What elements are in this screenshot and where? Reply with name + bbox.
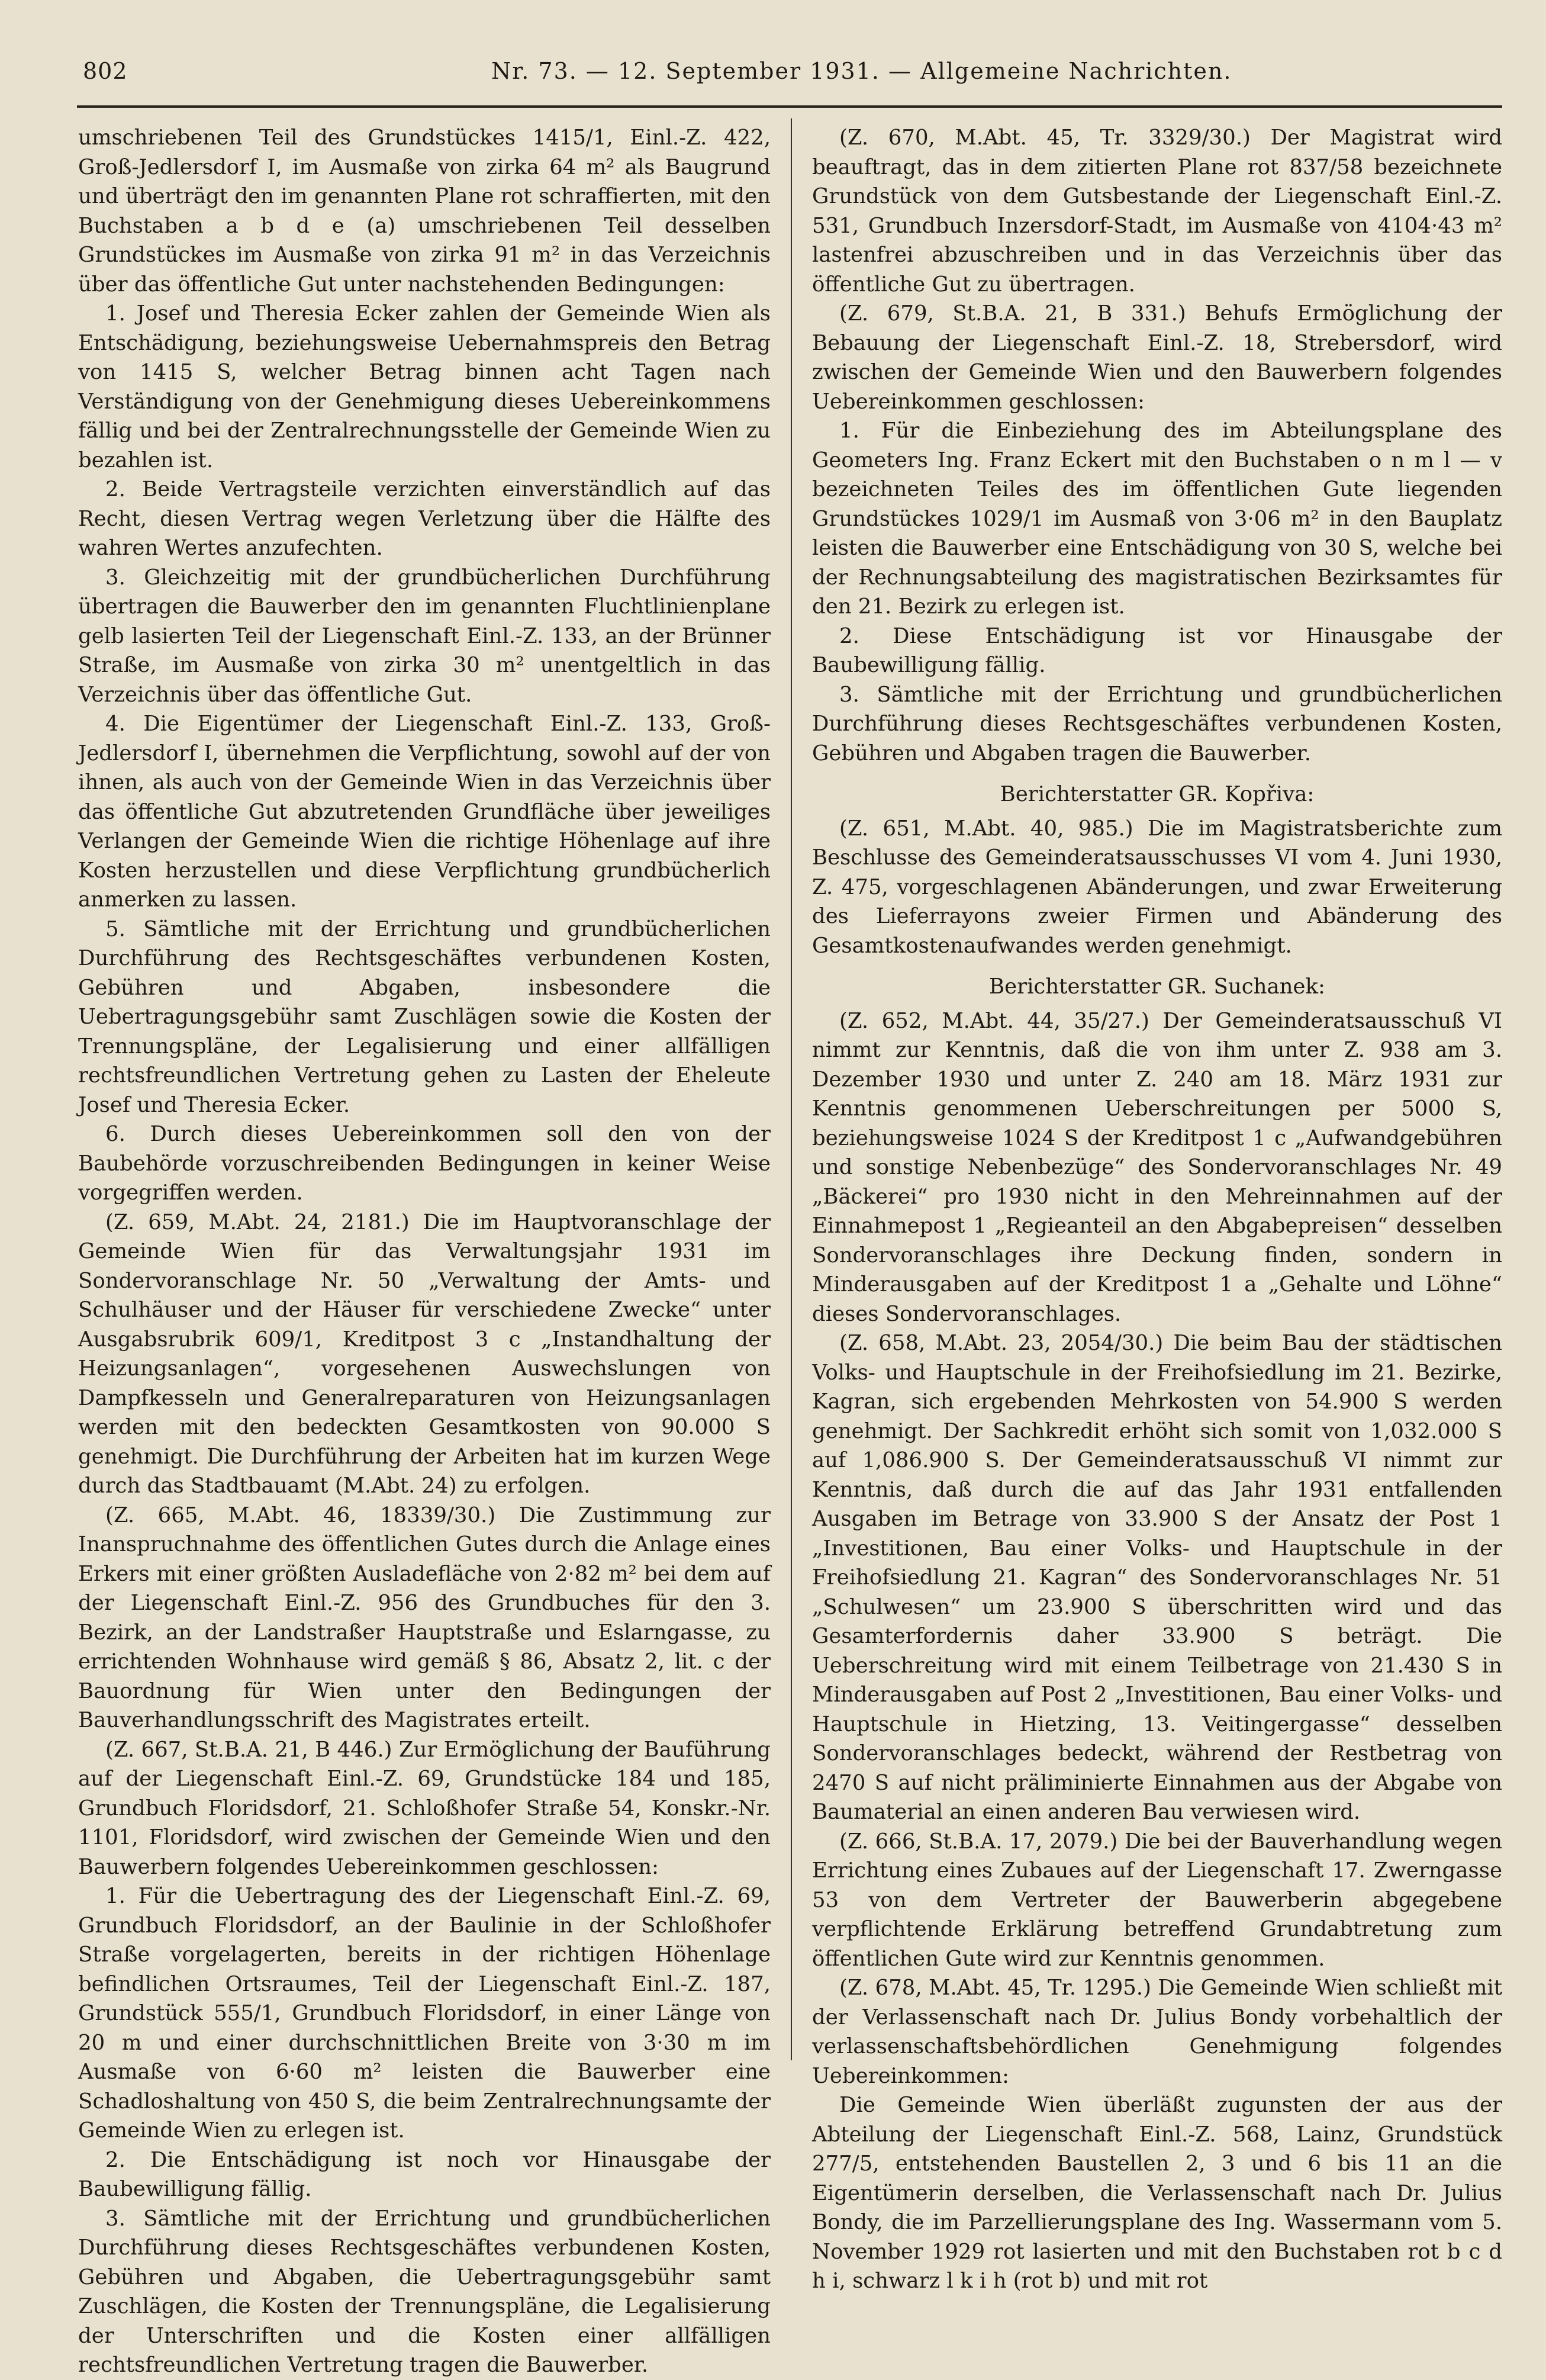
paragraph: (Z. 679, St.B.A. 21, B 331.) Behufs Ermöglichung der Bebauung der Liegenschaft Einl.-Z. 18, Strebersdorf, wird zwischen der Gemeinde Wien und den Bauwerbern folgendes Uebereinkommen geschlossen: — [812, 301, 1502, 414]
paragraph: (Z. 678, M.Abt. 45, Tr. 1295.) Die Gemeinde Wien schließt mit der Verlassenschaft nach Dr. Julius Bondy vorbehaltlich der verlassenschaftsbehördlichen Genehmigung folgendes Uebereinkommen: — [812, 1976, 1502, 2088]
paragraph: 1. Für die Uebertragung des der Liegenschaft Einl.-Z. 69, Grundbuch Floridsdorf, an der Baulinie in der Schloßhofer Straße vorgelagerten, bereits in der richtigen Höhenlage befindlichen Ortsraumes, Teil der Liegenschaft Einl.-Z. 187, Grundstück 555/1, Grundbuch Floridsdorf, in einer Länge von 20 m und einer durchschnittlichen Breite von 3·30 m im Ausmaße von 6·60 m² leisten die Bauwerber eine Schadloshaltung von 450 S, die beim Zentralrechnungsamte der Gemeinde Wien zu erlegen ist. — [78, 1884, 771, 2143]
paragraph: (Z. 651, M.Abt. 40, 985.) Die im Magistratsberichte zum Beschlusse des Gemeinderatsausschusses VI vom 4. Juni 1930, Z. 475, vorgeschlagenen Abänderungen, und zwar Erweiterung des Lieferrayons zweier Firmen und Abänderung des Gesamtkostenaufwandes werden genehmigt. — [812, 816, 1502, 958]
paragraph: 5. Sämtliche mit der Errichtung und grundbücherlichen Durchführung des Rechtsgeschäftes verbundenen Kosten, Gebühren und Abgaben, insbesondere die Uebertragungsgebühr samt Zuschlägen sowie die Kosten der Trennungspläne, der Legalisierung und einer allfälligen rechtsfreundlichen Vertretung gehen zu Lasten der Eheleute Josef und Theresia Ecker. — [78, 916, 771, 1117]
paragraph: 2. Beide Vertragsteile verzichten einverständlich auf das Recht, diesen Vertrag wegen Verletzung über die Hälfte des wahren Wertes anzufechten. — [78, 477, 771, 560]
paragraph: 1. Josef und Theresia Ecker zahlen der Gemeinde Wien als Entschädigung, beziehungsweise Uebernahmspreis den Betrag von 1415 S, welcher Betrag binnen acht Tagen nach Verständigung von der Genehmigung dieses Uebereinkommens fällig und bei der Zentralrechnungsstelle der Gemeinde Wien zu bezahlen ist. — [78, 301, 771, 472]
running-title: Nr. 73. — 12. September 1931. — Allgemeine Nachrichten. — [491, 58, 1232, 84]
paragraph: (Z. 667, St.B.A. 21, B 446.) Zur Ermöglichung der Bauführung auf der Liegenschaft Einl.-Z. 69, Grundstücke 184 und 185, Grundbuch Floridsdorf, 21. Schloßhofer Straße 54, Konskr.-Nr. 1101, Floridsdorf, wird zwischen der Gemeinde Wien und den Bauwerbern folgendes Uebereinkommen geschlossen: — [78, 1737, 771, 1879]
paragraph: 3. Sämtliche mit der Errichtung und grundbücherlichen Durchführung dieses Rechtsgeschäftes verbundenen Kosten, Gebühren und Abgaben, die Uebertragungsgebühr samt Zuschlägen, die Kosten der Trennungspläne, die Legalisierung der Unterschriften und die Kosten einer allfälligen rechtsfreundlichen Vertretung tragen die Bauwerber. — [78, 2206, 771, 2377]
paragraph: (Z. 665, M.Abt. 46, 18339/30.) Die Zustimmung zur Inanspruchnahme des öffentlichen Gutes durch die Anlage eines Erkers mit einer größten Ausladefläche von 2·82 m² bei dem auf der Liegenschaft Einl.-Z. 956 des Grundbuches für den 3. Bezirk, an der Landstraßer Hauptstraße und Eslarngasse, zu errichtenden Wohnhause wird gemäß § 86, Absatz 2, lit. c der Bauordnung für Wien unter den Bedingungen der Bauverhandlungsschrift des Magistrates erteilt. — [78, 1503, 771, 1732]
reporter-heading: Berichterstatter GR. Kopřiva: — [1000, 782, 1315, 806]
paragraph: (Z. 670, M.Abt. 45, Tr. 3329/30.) Der Magistrat wird beauftragt, das in dem zitierten Plane rot 837/58 bezeichnete Grundstück von dem Gutsbestande der Liegenschaft Einl.-Z. 531, Grundbuch Inzersdorf-Stadt, im Ausmaße von 4104·43 m² lastenfrei abzuschreiben und in das Verzeichnis über das öffentliche Gut zu übertragen. — [812, 126, 1502, 297]
paragraph: 4. Die Eigentümer der Liegenschaft Einl.-Z. 133, Groß-Jedlersdorf I, übernehmen die Verpflichtung, sowohl auf der von ihnen, als auch von der Gemeinde Wien in das Verzeichnis über das öffentliche Gut abzutretenden Grundfläche über jeweiliges Verlangen der Gemeinde Wien die richtige Höhenlage auf ihre Kosten herzustellen und diese Verpflichtung grundbücherlich anmerken zu lassen. — [78, 712, 771, 912]
header-rule — [77, 105, 1502, 108]
page-header — [77, 46, 1486, 99]
page-number: 802 — [83, 58, 128, 84]
paragraph: Die Gemeinde Wien überläßt zugunsten der aus der Abteilung der Liegenschaft Einl.-Z. 568, Lainz, Grundstück 277/5, entstehenden Baustellen 2, 3 und 6 bis 11 an die Eigentümerin derselben, die Verlassenschaft nach Dr. Julius Bondy, die im Parzellierungsplane des Ing. Wassermann vom 5. November 1929 rot lasierten und mit den Buchstaben rot b c d h i, schwarz l k i h (rot b) und mit rot — [812, 2093, 1502, 2293]
paragraph: umschriebenen Teil des Grundstückes 1415/1, Einl.-Z. 422, Groß-Jedlersdorf I, im Ausmaße von zirka 64 m² als Baugrund und überträgt den im genannten Plane rot schraffierten, mit den Buchstaben a b d e (a) umschriebenen Teil desselben Grundstückes im Ausmaße von zirka 91 m² in das Verzeichnis über das öffentliche Gut unter nachstehenden Bedingungen: — [78, 126, 771, 297]
paragraph: (Z. 658, M.Abt. 23, 2054/30.) Die beim Bau der städtischen Volks- und Hauptschule in der Freihofsiedlung im 21. Bezirke, Kagran, sich ergebenden Mehrkosten von 54.900 S werden genehmigt. Der Sachkredit erhöht sich somit von 1,032.000 S auf 1,086.900 S. Der Gemeinderatsausschuß VI nimmt zur Kenntnis, daß durch die auf das Jahr 1931 entfallenden Ausgaben im Betrage von 33.900 S der Ansatz der Post 1 „Investitionen, Bau einer Volks- und Hauptschule in der Freihofsiedlung 21. Kagran“ des Sondervoranschlages Nr. 51 „Schulwesen“ um 23.900 S überschritten wird und das Gesamterfordernis daher 33.900 S beträgt. Die Ueberschreitung wird mit einem Teilbetrage von 21.430 S in Minderausgaben auf Post 2 „Investitionen, Bau einer Volks- und Hauptschule in Hietzing, 13. Veitingergasse“ desselben Sondervoranschlages bedeckt, während der Restbetrag von 2470 S auf nicht präliminierte Einnahmen aus der Abgabe von Baumaterial an einen anderen Bau verwiesen wird. — [812, 1331, 1502, 1824]
paragraph: 2. Die Entschädigung ist noch vor Hinausgabe der Baubewilligung fällig. — [78, 2147, 771, 2201]
paragraph: 6. Durch dieses Uebereinkommen soll den von der Baubehörde vorzuschreibenden Bedingungen in keiner Weise vorgegriffen werden. — [78, 1122, 771, 1205]
left-column — [78, 123, 771, 2377]
right-column — [812, 123, 1502, 2293]
paragraph: (Z. 659, M.Abt. 24, 2181.) Die im Hauptvoranschlage der Gemeinde Wien für das Verwaltungsjahr 1931 im Sondervoranschlage Nr. 50 „Verwaltung der Amts- und Schulhäuser und der Häuser für verschiedene Zwecke“ unter Ausgabsrubrik 609/1, Kreditpost 3 c „Instandhaltung der Heizungsanlagen“, vorgesehenen Auswechslungen von Dampfkesseln und Generalreparaturen von Heizungsanlagen werden mit den bedeckten Gesamtkosten von 90.000 S genehmigt. Die Durchführung der Arbeiten hat im kurzen Wege durch das Stadtbauamt (M.Abt. 24) zu erfolgen. — [78, 1210, 771, 1498]
paragraph: (Z. 666, St.B.A. 17, 2079.) Die bei der Bauverhandlung wegen Errichtung eines Zubaues auf der Liegenschaft 17. Zwerngasse 53 von dem Vertreter der Bauwerberin abgegebene verpflichtende Erklärung betreffend Grundabtretung zum öffentlichen Gute wird zur Kenntnis genommen. — [812, 1829, 1502, 1971]
reporter-heading: Berichterstatter GR. Suchanek: — [989, 974, 1325, 999]
paragraph: 3. Sämtliche mit der Errichtung und grundbücherlichen Durchführung dieses Rechtsgeschäftes verbundenen Kosten, Gebühren und Abgaben tragen die Bauwerber. — [812, 682, 1502, 766]
paragraph: 3. Gleichzeitig mit der grundbücherlichen Durchführung übertragen die Bauwerber den im genannten Fluchtlinienplane gelb lasierten Teil der Liegenschaft Einl.-Z. 133, an der Brünner Straße, im Ausmaße von zirka 30 m² unentgeltlich in das Verzeichnis über das öffentliche Gut. — [78, 565, 771, 707]
paragraph: (Z. 652, M.Abt. 44, 35/27.) Der Gemeinderatsausschuß VI nimmt zur Kenntnis, daß die von ihm unter Z. 938 am 3. Dezember 1930 und unter Z. 240 am 18. März 1931 zur Kenntnis genommenen Ueberschreitungen per 5000 S, beziehungsweise 1024 S der Kreditpost 1 c „Aufwandgebühren und sonstige Nebenbezüge“ des Sondervoranschlages Nr. 49 „Bäckerei“ pro 1930 nicht in den Mehreinnahmen auf der Einnahmepost 1 „Regieanteil an den Abgabepreisen“ desselben Sondervoranschlages ihre Deckung finden, sondern in Minderausgaben auf der Kreditpost 1 a „Gehalte und Löhne“ dieses Sondervoranschlages. — [812, 1008, 1502, 1326]
paragraph: 1. Für die Einbeziehung des im Abteilungsplane des Geometers Ing. Franz Eckert mit den Buchstaben o n m l — v bezeichneten Teiles des im öffentlichen Gute liegenden Grundstückes 1029/1 im Ausmaß von 3·06 m² in den Bauplatz leisten die Bauwerber eine Entschädigung von 30 S, welche bei der Rechnungsabteilung des magistratischen Bezirksamtes für den 21. Bezirk zu erlegen ist. — [812, 419, 1502, 619]
paragraph: 2. Diese Entschädigung ist vor Hinausgabe der Baubewilligung fällig. — [812, 623, 1502, 677]
column-divider — [791, 118, 792, 2060]
